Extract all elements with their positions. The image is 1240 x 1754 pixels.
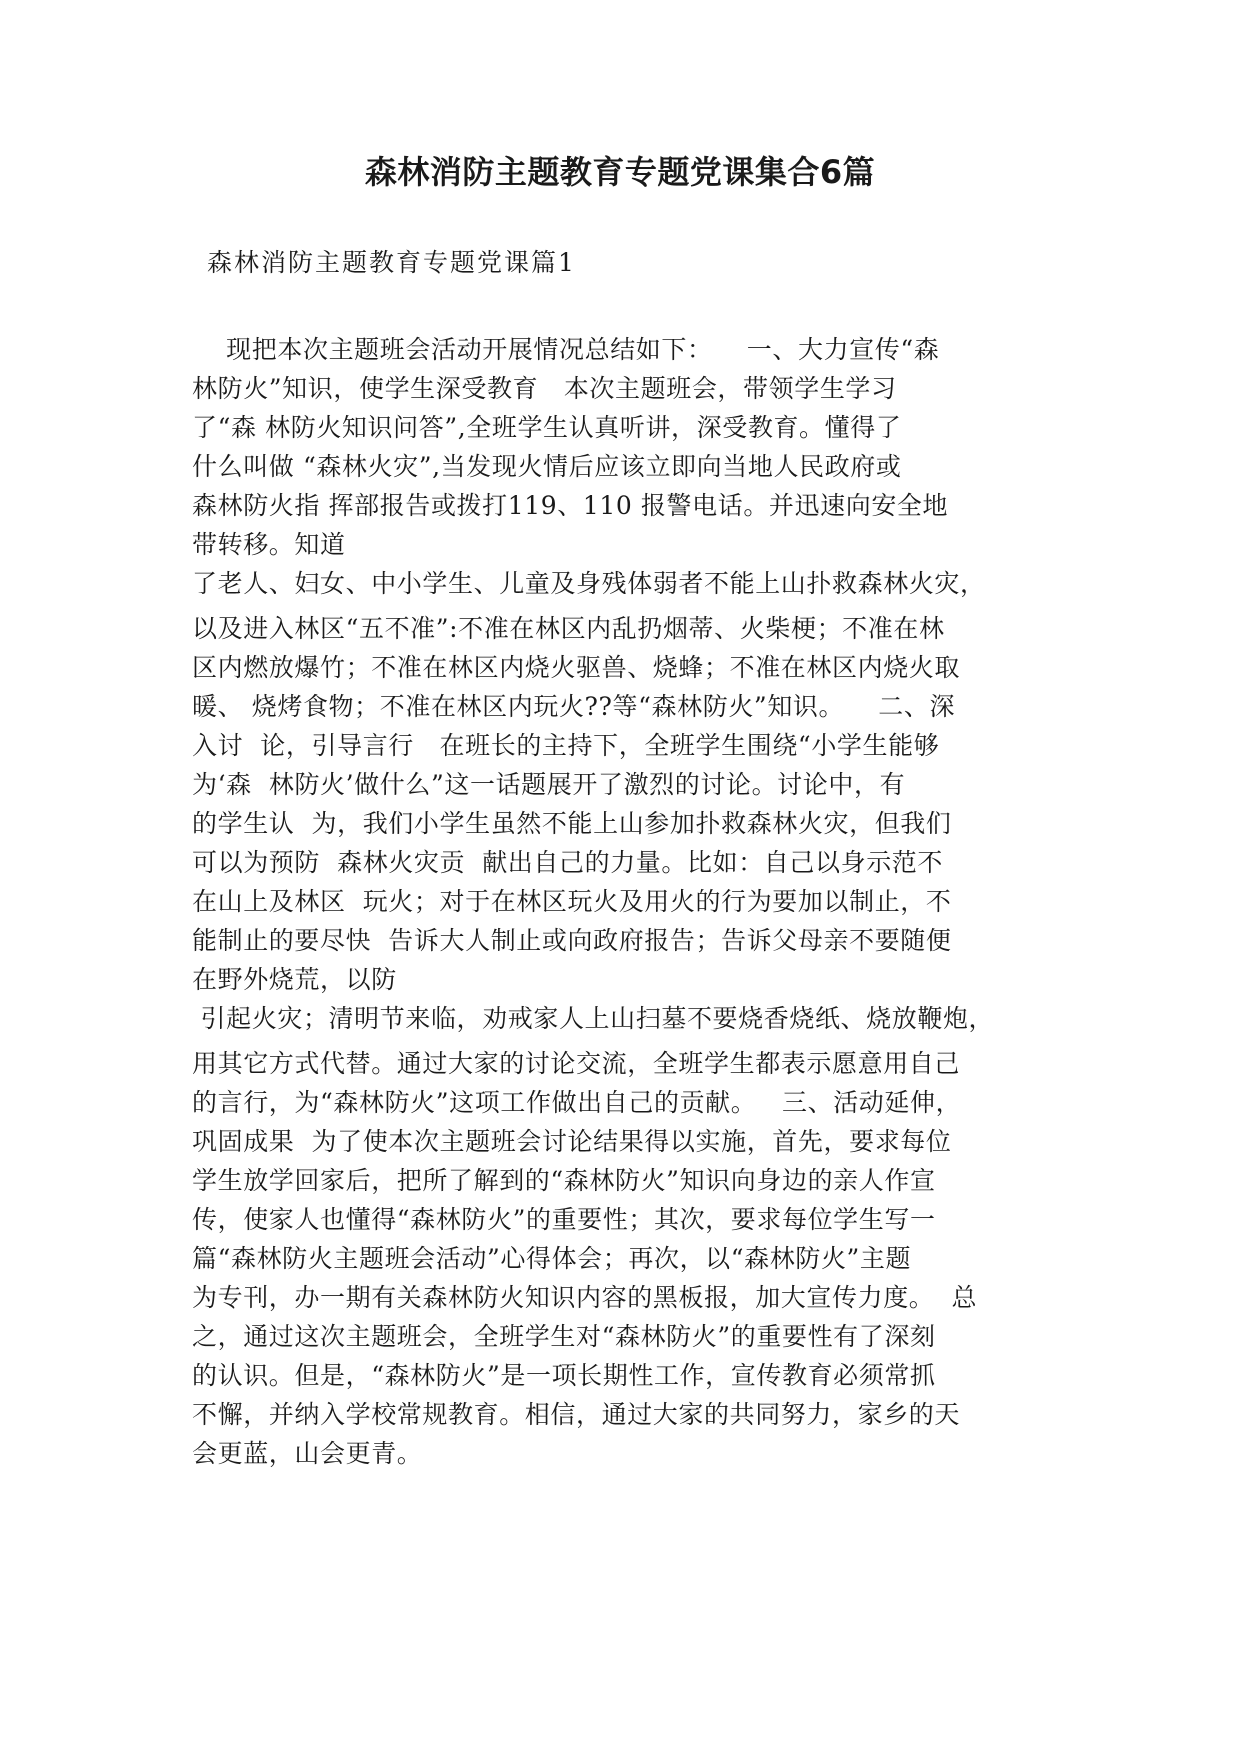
body-line: 巩固成果 为了使本次主题班会讨论结果得以实施，首先，要求每位 — [192, 1127, 952, 1156]
body-line: 什么叫做 “森林火灾”,当发现火情后应该立即向当地人民政府或 — [192, 452, 902, 481]
body-line: 可以为预防 森林火灾贡 献出自己的力量。比如：自己以身示范不 — [192, 848, 943, 877]
body-line: 区内燃放爆竹；不准在林区内烧火驱兽、烧蜂；不准在林区内烧火取 — [192, 653, 961, 682]
section-heading: 森林消防主题教育专题党课篇1 — [207, 248, 576, 277]
body-line: 能制止的要尽快 告诉大人制止或向政府报告；告诉父母亲不要随便 — [192, 926, 952, 955]
body-line: 不懈，并纳入学校常规教育。相信，通过大家的共同努力，家乡的天 — [192, 1400, 961, 1429]
body-line: 为专刊，办一期有关森林防火知识内容的黑板报，加大宣传力度。 总 — [192, 1283, 978, 1312]
body-line: 带转移。知道 — [192, 530, 346, 559]
body-line: 现把本次主题班会活动开展情况总结如下： 一、大力宣传“森 — [192, 335, 940, 364]
body-line: 用其它方式代替。通过大家的讨论交流，全班学生都表示愿意用自己 — [192, 1049, 961, 1078]
body-line: 在野外烧荒，以防 — [192, 965, 397, 994]
body-line: 篇“森林防火主题班会活动”心得体会；再次，以“森林防火”主题 — [192, 1244, 912, 1273]
document-title: 森林消防主题教育专题党课集合6篇 — [364, 153, 876, 191]
body-line: 在山上及林区 玩火；对于在林区玩火及用火的行为要加以制止，不 — [192, 887, 952, 916]
body-line: 了“森 林防火知识问答”,全班学生认真听讲，深受教育。懂得了 — [192, 413, 902, 442]
body-line: 以及进入林区“五不准”:不准在林区内乱扔烟蒂、火柴梗；不准在林 — [192, 614, 945, 643]
body-line: 引起火灾；清明节来临，劝戒家人上山扫墓不要烧香烧纸、烧放鞭炮， — [192, 1004, 995, 1033]
body-line: 森林防火指 挥部报告或拨打119、110 报警电话。并迅速向安全地 — [192, 491, 949, 520]
body-line: 会更蓝，山会更青。 — [192, 1439, 423, 1468]
body-line: 了老人、妇女、中小学生、儿童及身残体弱者不能上山扑救森林火灾， — [192, 569, 986, 598]
body-line: 传，使家人也懂得“森林防火”的重要性；其次，要求每位学生写一 — [192, 1205, 936, 1234]
body-line: 之，通过这次主题班会，全班学生对“森林防火”的重要性有了深刻 — [192, 1322, 936, 1351]
body-text — [192, 330, 1072, 1473]
body-line: 暖、 烧烤食物；不准在林区内玩火??等“森林防火”知识。 二、深 — [192, 692, 956, 721]
body-line: 的学生认 为，我们小学生虽然不能上山参加扑救森林火灾，但我们 — [192, 809, 952, 838]
body-line: 林防火”知识，使学生深受教育 本次主题班会，带领学生学习 — [192, 374, 897, 403]
body-line: 的认识。但是，“森林防火”是一项长期性工作，宣传教育必须常抓 — [192, 1361, 936, 1390]
body-line: 为‘森 林防火’做什么”这一话题展开了激烈的讨论。讨论中，有 — [192, 770, 906, 799]
body-line: 学生放学回家后，把所了解到的“森林防火”知识向身边的亲人作宣 — [192, 1166, 936, 1195]
body-line: 入讨 论，引导言行 在班长的主持下，全班学生围绕“小学生能够 — [192, 731, 940, 760]
body-line: 的言行，为“森林防火”这项工作做出自己的贡献。 三、活动延伸， — [192, 1088, 962, 1117]
